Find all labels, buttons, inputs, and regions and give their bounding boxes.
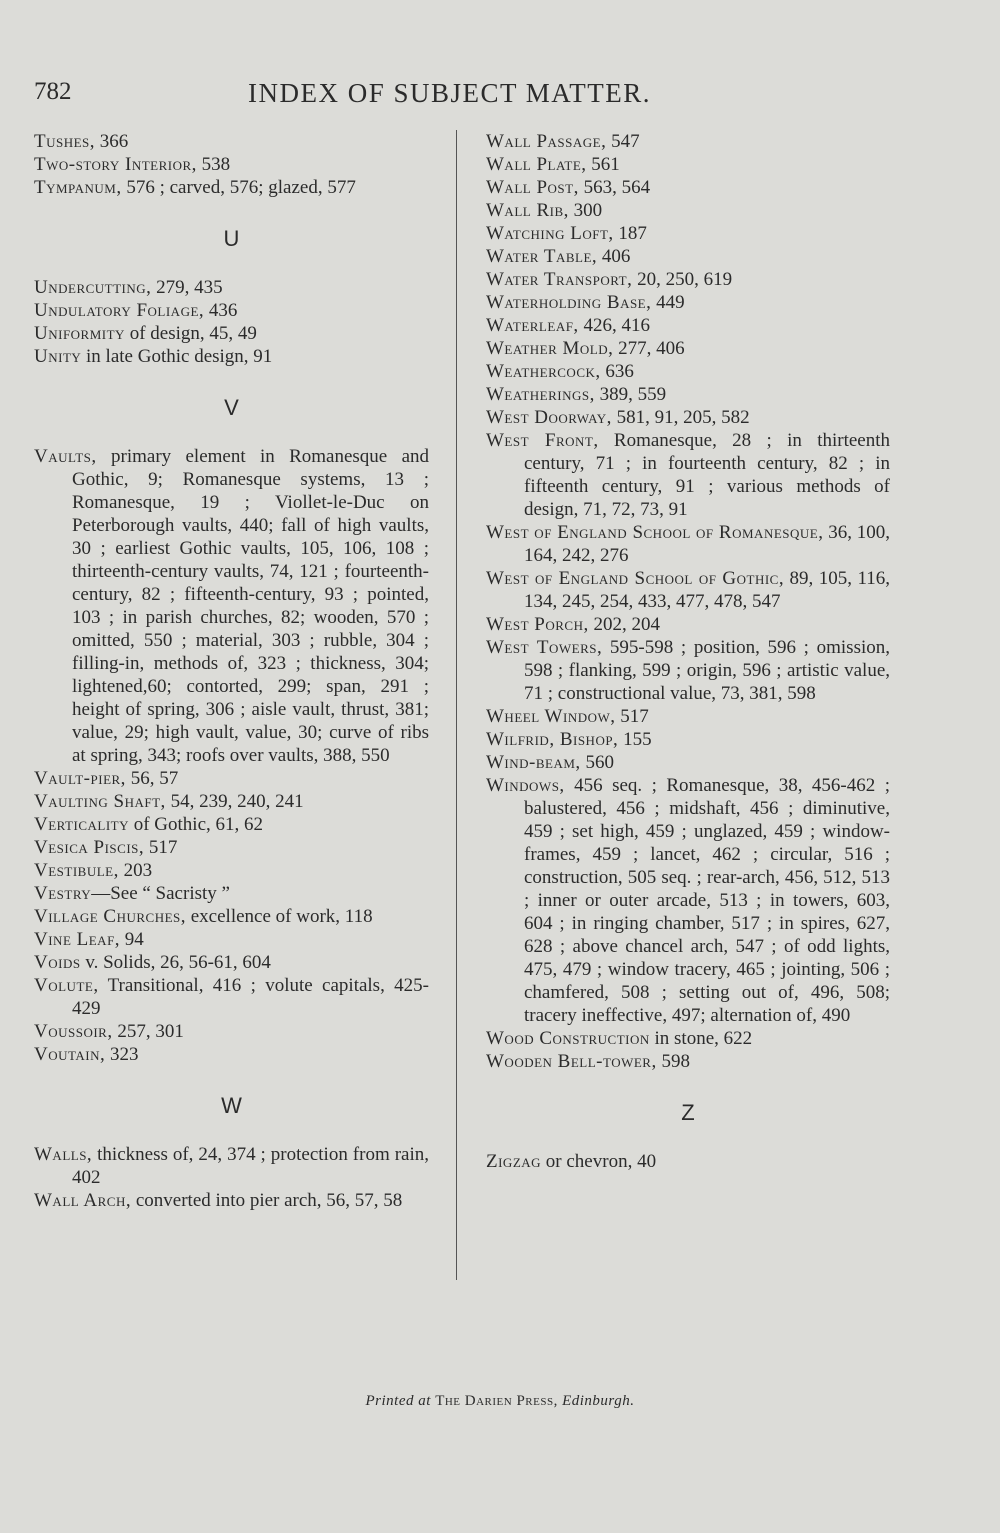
entry-heading: Waterleaf, [486,315,579,336]
index-entry [486,521,890,567]
entry-heading: Wood Construction [486,1028,650,1049]
entry-heading: Unity [34,346,82,367]
entry-heading: Undercutting, [34,277,152,298]
entry-heading: Wilfrid, Bishop, [486,729,619,750]
entry-references: 406 [597,246,631,267]
entry-references: Romanesque, 28 ; in thirteenth century, 71 ; in fourteenth century, 82 ; in fifteenth century, 91 ; various methods of design, 71, 72, 73, 91 [524,430,891,520]
index-entry [34,905,429,928]
entry-heading: Uniformity [34,323,125,344]
index-entry [486,728,890,751]
entry-references: 563, 564 [578,177,651,198]
entry-heading: West Doorway, [486,407,612,428]
column-divider [456,130,457,1280]
index-entry [34,345,429,368]
page-title: INDEX OF SUBJECT MATTER. [248,78,652,108]
entry-references: 89, 105, 116, 134, 245, 254, 433, 477, 478, 547 [524,568,890,612]
entry-references: 598 [656,1051,690,1072]
entry-heading: Vestibule, [34,860,119,881]
entry-heading: Water Table, [486,246,598,267]
index-entry [486,383,890,406]
entry-heading: Voids [34,952,81,973]
index-entry [486,360,890,383]
entry-references: 20, 250, 619 [632,269,733,290]
entry-references: 581, 91, 205, 582 [611,407,750,428]
index-entry [486,199,890,222]
entry-heading: Tympanum, [34,177,122,198]
entry-heading: West of England School of Romanesque, [486,522,824,543]
entry-references: 94 [120,929,144,950]
entry-heading: Zigzag [486,1151,542,1172]
entry-heading: Village Churches, [34,906,186,927]
entry-heading: Voussoir, [34,1021,113,1042]
index-entry [34,951,429,974]
entry-references: 449 [651,292,685,313]
entry-references: 56, 57 [125,768,179,789]
entry-heading: Volute, [34,975,99,996]
entry-references: excellence of work, 118 [186,906,373,927]
left-column [34,130,429,1212]
index-entry [486,705,890,728]
index-entry [486,245,890,268]
entry-heading: West of England School of Gothic, [486,568,785,589]
entry-references: 203 [118,860,153,881]
index-entry [34,790,429,813]
entry-references: 576 ; carved, 576; glazed, 577 [121,177,356,198]
index-entry [486,176,890,199]
entry-references: or chevron, 40 [541,1151,657,1172]
entry-references: primary element in Romanesque and Gothic, 9; Romanesque systems, 13 ; Romanesque, 19 ; Viollet-le-Duc on Peterborough vaults, 440; fall of high vaults, 30 ; earliest Gothic vaults, 105, 106, 108 ; thirteenth-century vaults, 74, 121 ; fourteenth-century, 82 ; fifteenth-century, 93 ; pointed, 103 ; in parish churches, 82; wooden, 570 ; omitted, 550 ; material, 303 ; rubble, 304 ; filling-in, methods of, 323 ; thickness, 304; lightened,60; contorted, 299; span, 291 ; height of spring, 306 ; aisle vault, thrust, 381; value, 29; high vault, value, 30; curve of ribs at spring, 343; roofs over vaults, 388, 550 [72,446,429,766]
index-entry [486,291,890,314]
index-entry [486,567,890,613]
entry-references: in stone, 622 [649,1028,753,1049]
entry-heading: West Porch, [486,614,589,635]
entry-references: 560 [580,752,614,773]
entry-heading: Wheel Window, [486,706,616,727]
entry-references: in late Gothic design, 91 [81,346,273,367]
entry-heading: Watching Loft, [486,223,614,244]
index-entry [486,429,890,521]
index-entry [34,813,429,836]
entry-heading: Vaults, [34,446,97,467]
index-entry [486,774,890,1027]
entry-heading: Water Transport, [486,269,633,290]
entry-heading: Wall Passage, [486,131,607,152]
entry-references: of design, 45, 49 [124,323,257,344]
index-entry [486,337,890,360]
entry-heading: Wall Rib, [486,200,569,221]
index-entry [34,974,429,1020]
entry-references: 323 [105,1044,139,1065]
entry-heading: Wall Post, [486,177,579,198]
entry-heading: Vaulting Shaft, [34,791,166,812]
entry-heading: West Towers, [486,637,603,658]
entry-references: 595-598 ; position, 596 ; omission, 598 ; flanking, 599 ; origin, 596 ; artistic value, 71 ; constructional value, 73, 381, 598 [524,637,890,704]
entry-references: 54, 239, 240, 241 [165,791,304,812]
entry-heading: Undulatory Foliage, [34,300,205,321]
entry-references: 257, 301 [112,1021,184,1042]
entry-references: converted into pier arch, 56, 57, 58 [131,1190,403,1211]
printer-imprint [0,1393,1000,1410]
imprint-city: Edinburgh. [562,1393,635,1409]
entry-references: 389, 559 [594,384,667,405]
entry-heading: Weathercock, [486,361,601,382]
entry-heading: Weather Mold, [486,338,614,359]
entry-heading: Tushes, [34,131,96,152]
index-entry [486,268,890,291]
entry-heading: Wooden Bell-tower, [486,1051,657,1072]
entry-references: 300 [568,200,603,221]
entry-references: 636 [600,361,634,382]
index-entry [34,882,429,905]
index-entry [34,176,429,199]
entry-references: —See “ Sacristy ” [91,883,230,904]
entry-heading: Voutain, [34,1044,106,1065]
index-entry [34,836,429,859]
index-entry [34,276,429,299]
page-number: 782 [34,78,72,105]
entry-references: 366 [95,131,129,152]
entry-references: 436 [204,300,238,321]
entry-references: 517 [144,837,178,858]
entry-heading: Vestry [34,883,92,904]
section-letter: Z [681,1100,695,1125]
entry-references: 279, 435 [151,277,223,298]
index-entry [34,445,429,767]
entry-heading: West Front, [486,430,599,451]
entry-heading: Walls, [34,1144,93,1165]
index-entry [486,1050,890,1073]
entry-references: 517 [615,706,649,727]
entry-references: 426, 416 [578,315,650,336]
index-entry [486,1027,890,1050]
index-entry [34,322,429,345]
index-entry [34,1043,429,1066]
entry-references: 547 [606,131,640,152]
index-entry [34,1189,429,1212]
index-entry [34,130,429,153]
index-entry [486,314,890,337]
imprint-press: The Darien Press, [435,1393,558,1409]
right-column [486,130,890,1173]
index-entry [486,751,890,774]
index-entry [486,153,890,176]
index-entry [486,406,890,429]
index-entry [486,613,890,636]
entry-references: 155 [618,729,652,750]
entry-heading: Vault-pier, [34,768,126,789]
index-entry [34,767,429,790]
entry-heading: Wall Arch, [34,1190,132,1211]
index-entry [34,153,429,176]
entry-heading: Vine Leaf, [34,929,121,950]
entry-references: 456 seq. ; Romanesque, 38, 456-462 ; balustered, 456 ; midshaft, 456 ; diminutive, 459 ; set high, 459 ; unglazed, 459 ; window-frames, 459 ; lancet, 462 ; circular, 516 ; construction, 505 seq. ; rear-arch, 456, 512, 513 ; inner or outer arcade, 513 ; in towers, 603, 604 ; in ringing chamber, 517 ; in spires, 627, 628 ; above chancel arch, 547 ; of odd lights, 475, 479 ; window tracery, 465 ; jointing, 506 ; chamfered, 508 ; setting out of, 496, 508; tracery ineffective, 497; alternation of, 490 [524,775,890,1026]
entry-references: 36, 100, 164, 242, 276 [524,522,890,566]
entry-references: 277, 406 [613,338,685,359]
entry-heading: Wind-beam, [486,752,581,773]
imprint-printed-at: Printed at [365,1393,431,1409]
entry-references: 187 [613,223,647,244]
entry-references: 561 [586,154,620,175]
entry-references: Transitional, 416 ; volute capitals, 425-429 [72,975,429,1019]
index-entry [486,636,890,705]
entry-references: 538 [196,154,231,175]
entry-references: v. Solids, 26, 56-61, 604 [80,952,271,973]
index-entry [486,222,890,245]
index-entry [34,1020,429,1043]
entry-heading: Two-story Interior, [34,154,197,175]
index-entry [486,1150,890,1173]
entry-heading: Verticality [34,814,129,835]
entry-references: of Gothic, 61, 62 [128,814,264,835]
index-entry [34,1143,429,1189]
entry-references: 202, 204 [588,614,660,635]
entry-heading: Waterholding Base, [486,292,652,313]
section-letter: W [221,1093,242,1118]
entry-heading: Wall Plate, [486,154,587,175]
entry-references: thickness of, 24, 374 ; protection from rain, 402 [72,1144,429,1188]
index-entry [34,859,429,882]
section-letter: U [223,226,240,251]
index-entry [34,928,429,951]
entry-heading: Windows, [486,775,565,796]
entry-heading: Vesica Piscis, [34,837,145,858]
section-letter: V [224,395,239,420]
index-entry [34,299,429,322]
index-entry [486,130,890,153]
entry-heading: Weatherings, [486,384,595,405]
